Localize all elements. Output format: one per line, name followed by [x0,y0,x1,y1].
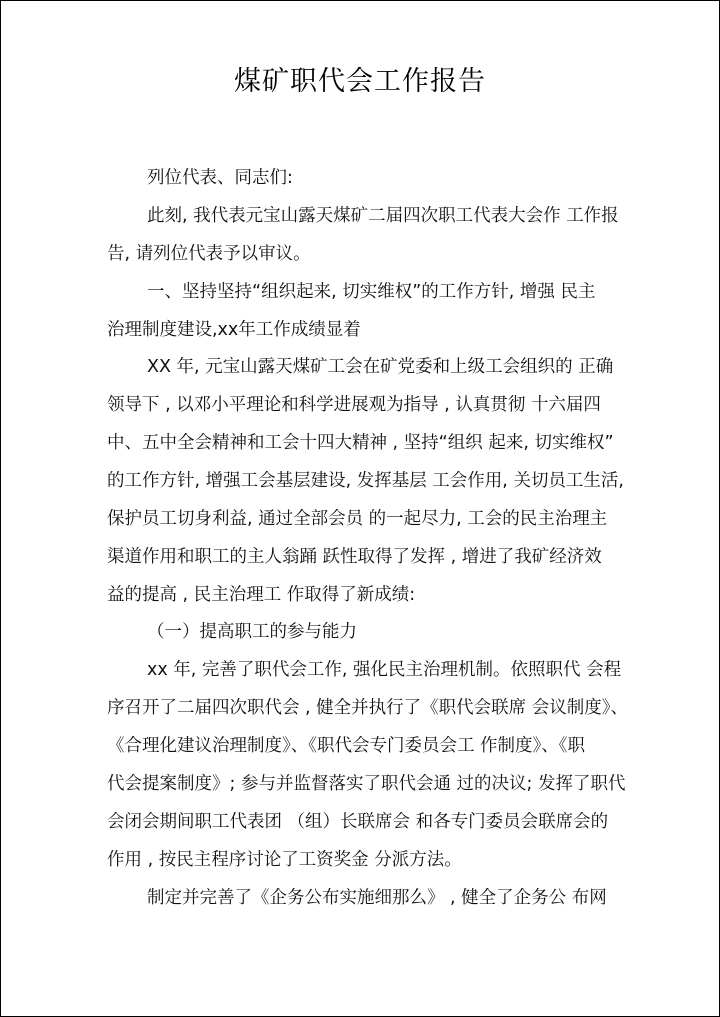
paragraph-line: 领导下 , 以邓小平理论和科学进展观为指导 , 认真贯彻 十六届四 [107,395,601,415]
paragraph-line: 制定并完善了《企务公布实施细那么》 , 健全了企务公 布网 [147,888,607,908]
paragraph-line: 保护员工切身利益, 通过全部会员 的一起尽力, 工会的民主治理主 [107,509,608,529]
paragraph-line: 渠道作用和职工的主人翁踊 跃性取得了发挥 , 增进了我矿经济效 [107,547,602,567]
paragraph-line: 作用 , 按民主程序讨论了工资奖金 分派方法。 [107,850,462,870]
paragraph-line: 代会提案制度》; 参与并监督落实了职代会通 过的决议; 发挥了职代 [107,774,626,794]
salutation: 列位代表、同志们: [147,168,293,188]
document-title: 煤矿职代会工作报告 [234,66,486,97]
paragraph-line: 序召开了二届四次职代会 , 健全并执行了《职代会联席 会议制度》、 [107,698,628,718]
paragraph-line: XX 年, 元宝山露天煤矿工会在矿党委和上级工会组织的 正确 [147,357,614,377]
paragraph-line: 此刻, 我代表元宝山露天煤矿二届四次职工代表大会作 工作报 [147,206,619,226]
paragraph-line: 的工作方针, 增强工会基层建设, 发挥基层 工会作用, 关切员工生活, [107,471,624,491]
paragraph-line: xx 年, 完善了职代会工作, 强化民主治理机制。依照职代 会程 [147,660,622,680]
paragraph-line: 《合理化建议治理制度》、《职代会专门委员会工 作制度》、《职 [107,736,586,756]
section-heading-line: 一、坚持坚持“组织起来, 切实维权”的工作方针, 增强 民主 [147,282,596,302]
paragraph-line: 告, 请列位代表予以审议。 [107,244,311,264]
paragraph-line: 益的提高 , 民主治理工 作取得了新成绩: [107,585,416,605]
section-heading-line: 治理制度建设,xx年工作成绩显着 [107,320,361,340]
paragraph-line: 会闭会期间职工代表团 （组）长联席会 和各专门委员会联席会的 [107,812,609,832]
subsection-heading: （一）提高职工的参与能力 [147,622,357,642]
paragraph-line: 中、五中全会精神和工会十四大精神 , 坚持“组织 起来, 切实维权” [107,433,614,453]
